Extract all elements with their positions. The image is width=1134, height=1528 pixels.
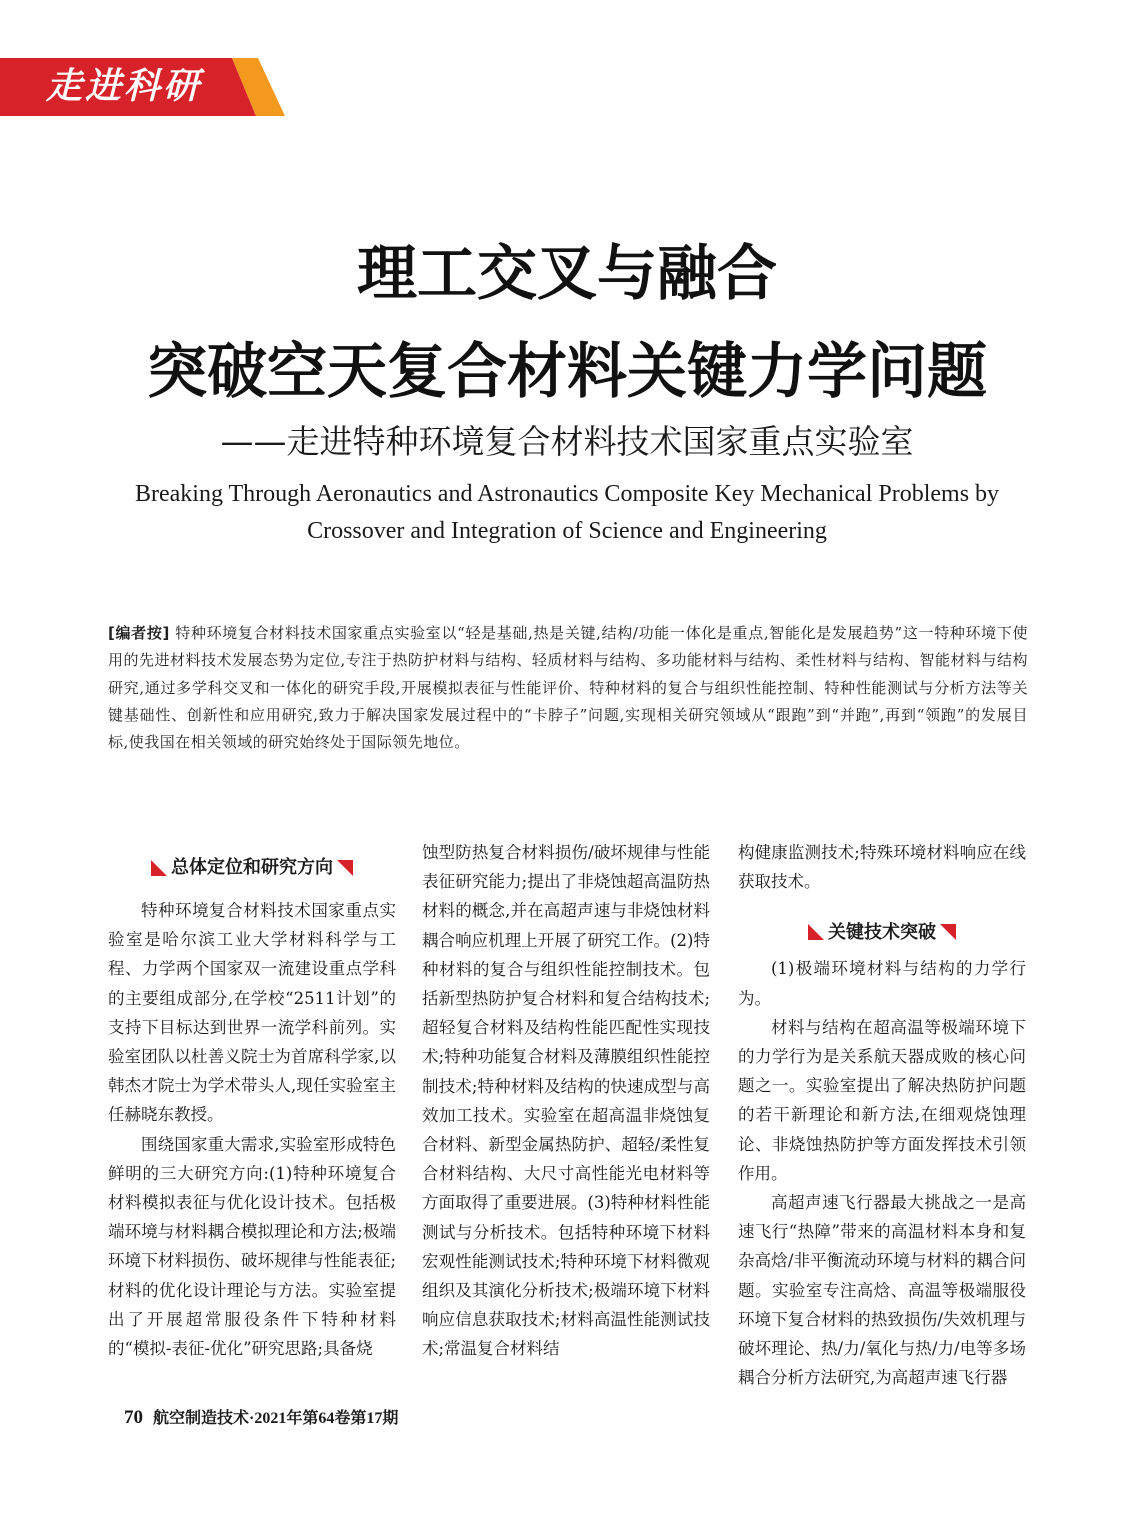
english-title: [80, 476, 1054, 550]
section-heading-text: 总体定位和研究方向: [171, 857, 333, 879]
paragraph: (1)极端环境材料与结构的力学行为。: [738, 959, 1026, 1008]
paragraph: 构健康监测技术;特殊环境材料响应在线获取技术。: [738, 843, 1026, 892]
heading-corner-left-icon: [151, 860, 167, 876]
page-number: 70: [124, 1407, 143, 1428]
paragraph: 围绕国家重大需求,实验室形成特色鲜明的三大研究方向:(1)特种环境复合材料模拟表征与优化设计技术。包括极端环境与材料耦合模拟理论和方法;极端环境下材料损伤、破坏规律与性能表征;材料的优化设计理论与方法。实验室提出了开展超常服役条件下特种材料的“模拟-表征-优化”研究思路;具备烧: [108, 1134, 396, 1359]
section-heading-text: 关键技术突破: [828, 921, 936, 943]
editor-note: [108, 620, 1028, 756]
section-heading-breakthroughs: [738, 912, 1026, 952]
heading-corner-right-icon: [940, 924, 956, 940]
journal-citation: 航空制造技术·2021年第64卷第17期: [153, 1410, 399, 1427]
text-column-1: [108, 838, 396, 1363]
english-title-line-2: Crossover and Integration of Science and Engineering: [307, 518, 827, 544]
paragraph: 特种环境复合材料技术国家重点实验室是哈尔滨工业大学材料科学与工程、力学两个国家双一流建设重点学科的主要组成部分,在学校“2511计划”的支持下目标达到世界一流学科前列。实验室团队以杜善义院士为首席科学家,以韩杰才院士为学术带头人,现任实验室主任赫晓东教授。: [108, 901, 396, 1125]
paragraph: 蚀型防热复合材料损伤/破坏规律与性能表征研究能力;提出了非烧蚀超高温防热材料的概念,并在高超声速与非烧蚀材料耦合响应机理上开展了研究工作。(2)特种材料的复合与组织性能控制技术。包括新型热防护复合材料和复合结构技术;超轻复合材料及结构性能匹配性实现技术;特种功能复合材料及薄膜组织性能控制技术;特种材料及结构的快速成型与高效加工技术。实验室在超高温非烧蚀复合材料、新型金属热防护、超轻/柔性复合材料结构、大尺寸高性能光电材料等方面取得了重要进展。(3)特种材料性能测试与分析技术。包括特种环境下材料宏观性能测试技术;特种环境下材料微观组织及其演化分析技术;极端环境下材料响应信息获取技术;材料高温性能测试技术;常温复合材料结: [422, 843, 710, 1359]
paragraph: 材料与结构在超高温等极端环境下的力学行为是关系航天器成败的核心问题之一。实验室提出了解决热防护问题的若干新理论和新方法,在细观烧蚀理论、非烧蚀热防护等方面发挥技术引领作用。: [738, 1017, 1026, 1183]
heading-corner-left-icon: [808, 924, 824, 940]
section-heading-positioning: [108, 848, 396, 888]
column-banner-label: 走进科研: [46, 66, 203, 107]
heading-corner-right-icon: [337, 860, 353, 876]
paragraph: 高超声速飞行器最大挑战之一是高速飞行“热障”带来的高温材料本身和复杂高焓/非平衡流动环境与材料的耦合问题。实验室专注高焓、高温等极端服役环境下复合材料的热致损伤/失效机理与破坏理论、热/力/氧化与热/力/电等多场耦合分析方法研究,为高超声速飞行器: [738, 1193, 1026, 1388]
text-column-3: [738, 838, 1026, 1392]
text-column-2: [422, 838, 710, 1364]
editor-note-label: [编者按]: [108, 624, 170, 642]
english-title-line-1: Breaking Through Aeronautics and Astronautics Composite Key Mechanical Problems by: [134, 481, 1000, 507]
editor-note-text: 特种环境复合材料技术国家重点实验室以“轻是基础,热是关键,结构/功能一体化是重点,智能化是发展趋势”这一特种环境下使用的先进材料技术发展态势为定位,专注于热防护材料与结构、轻质材料与结构、多功能材料与结构、柔性材料与结构、智能材料与结构研究,通过多学科交叉和一体化的研究手段,开展模拟表征与性能评价、特种材料的复合与组织性能控制、特种性能测试与分析方法等关键基础性、创新性和应用研究,致力于解决国家发展过程中的“卡脖子”问题,实现相关研究领域从“跟跑”到“并跑”,再到“领跑”的发展目标,使我国在相关领域的研究始终处于国际领先地位。: [108, 624, 1028, 752]
subtitle: ——走进特种环境复合材料技术国家重点实验室: [220, 422, 914, 461]
page-footer: [124, 1406, 398, 1430]
main-title-line-2: 突破空天复合材料关键力学问题: [147, 337, 987, 407]
main-title-line-1: 理工交叉与融合: [357, 239, 777, 309]
